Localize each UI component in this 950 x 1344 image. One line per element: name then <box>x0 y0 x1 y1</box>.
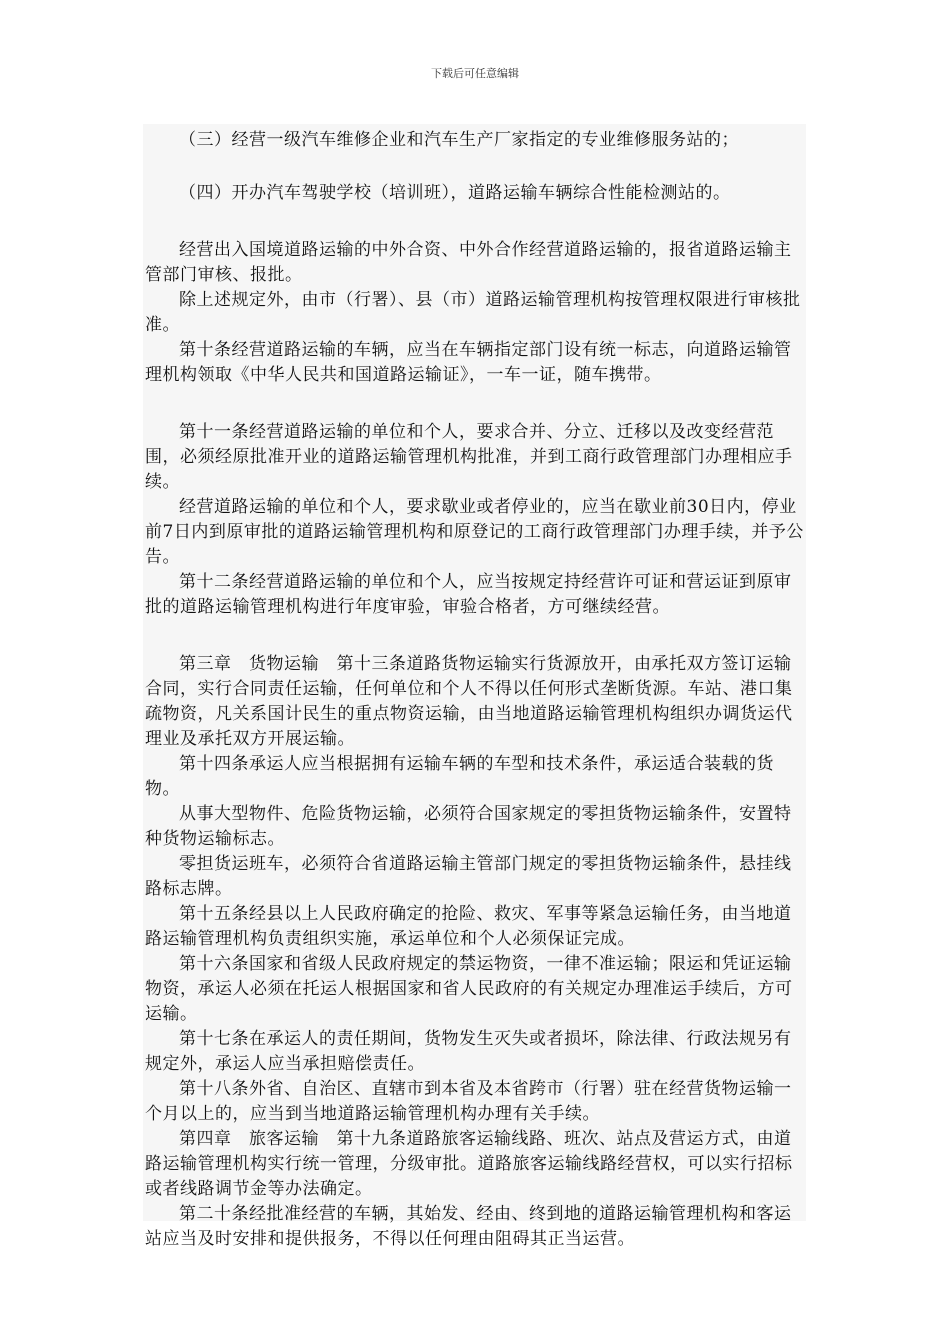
paragraph-cross-border: 经营出入国境道路运输的中外合资、中外合作经营道路运输的，报省道路运输主管部门审核、报批。 <box>145 240 792 285</box>
article-17: 第十七条在承运人的责任期间，货物发生灭失或者损坏，除法律、行政法规另有规定外，承运人应当承担赔偿责任。 <box>145 1029 792 1074</box>
article-20: 第二十条经批准经营的车辆，其始发、经由、终到地的道路运输管理机构和客运站应当及时安排和提供报务，不得以任何理由阻碍其正当运营。 <box>145 1204 792 1249</box>
article-10: 第十条经营道路运输的车辆，应当在车辆指定部门设有统一标志，向道路运输管理机构领取《中华人民共和国道路运输证》，一车一证，随车携带。 <box>145 340 792 385</box>
paragraph-other-approval: 除上述规定外，由市（行署）、县（市）道路运输管理机构按管理权限进行审核批准。 <box>145 290 801 335</box>
paragraph-large-cargo: 从事大型物件、危险货物运输，必须符合国家规定的零担货物运输条件，安置特种货物运输标志。 <box>145 804 792 849</box>
article-18: 第十八条外省、自治区、直辖市到本省及本省跨市（行署）驻在经营货物运输一个月以上的，应当到当地道路运输管理机构办理有关手续。 <box>145 1079 792 1124</box>
paragraph-4: （四）开办汽车驾驶学校（培训班），道路运输车辆综合性能检测站的。 <box>179 183 731 203</box>
article-16: 第十六条国家和省级人民政府规定的禁运物资，一律不准运输；限运和凭证运输物资，承运人必须在托运人根据国家和省人民政府的有关规定办理准运手续后，方可运输。 <box>145 954 793 1024</box>
paragraph-ltl-bus: 零担货运班车，必须符合省道路运输主管部门规定的零担货物运输条件，悬挂线路标志牌。 <box>145 854 792 899</box>
paragraph-3: （三）经营一级汽车维修企业和汽车生产厂家指定的专业维修服务站的； <box>179 130 739 150</box>
chapter-3-article-13: 第三章 货物运输 第十三条道路货物运输实行货源放开，由承托双方签订运输合同，实行合同责任运输，任何单位和个人不得以任何形式垄断货源。车站、港口集疏物资，凡关系国计民生的重点物资运输，由当地道路运输管理机构组织办调货运代理业及承托双方开展运输。 <box>145 654 793 749</box>
chapter-4-article-19: 第四章 旅客运输 第十九条道路旅客运输线路、班次、站点及营运方式，由道路运输管理机构实行统一管理，分级审批。道路旅客运输线路经营权，可以实行招标或者线路调节金等办法确定。 <box>145 1129 793 1199</box>
header-note: 下载后可任意编辑 <box>431 67 519 80</box>
article-11: 第十一条经营道路运输的单位和个人，要求合并、分立、迁移以及改变经营范围，必须经原批准开业的道路运输管理机构批准，并到工商行政管理部门办理相应手续。 <box>145 422 793 492</box>
article-12: 第十二条经营道路运输的单位和个人，应当按规定持经营许可证和营运证到原审批的道路运输管理机构进行年度审验，审验合格者，方可继续经营。 <box>145 572 792 617</box>
article-14: 第十四条承运人应当根据拥有运输车辆的车型和技术条件，承运适合装载的货物。 <box>145 754 774 799</box>
document-body <box>143 124 806 1249</box>
paragraph-suspension: 经营道路运输的单位和个人，要求歇业或者停业的，应当在歇业前30日内，停业前7日内到原审批的道路运输管理机构和原登记的工商行政管理部门办理手续，并予公告。 <box>145 497 804 567</box>
article-15: 第十五条经县以上人民政府确定的抢险、救灾、军事等紧急运输任务，由当地道路运输管理机构负责组织实施，承运单位和个人必须保证完成。 <box>145 904 792 949</box>
